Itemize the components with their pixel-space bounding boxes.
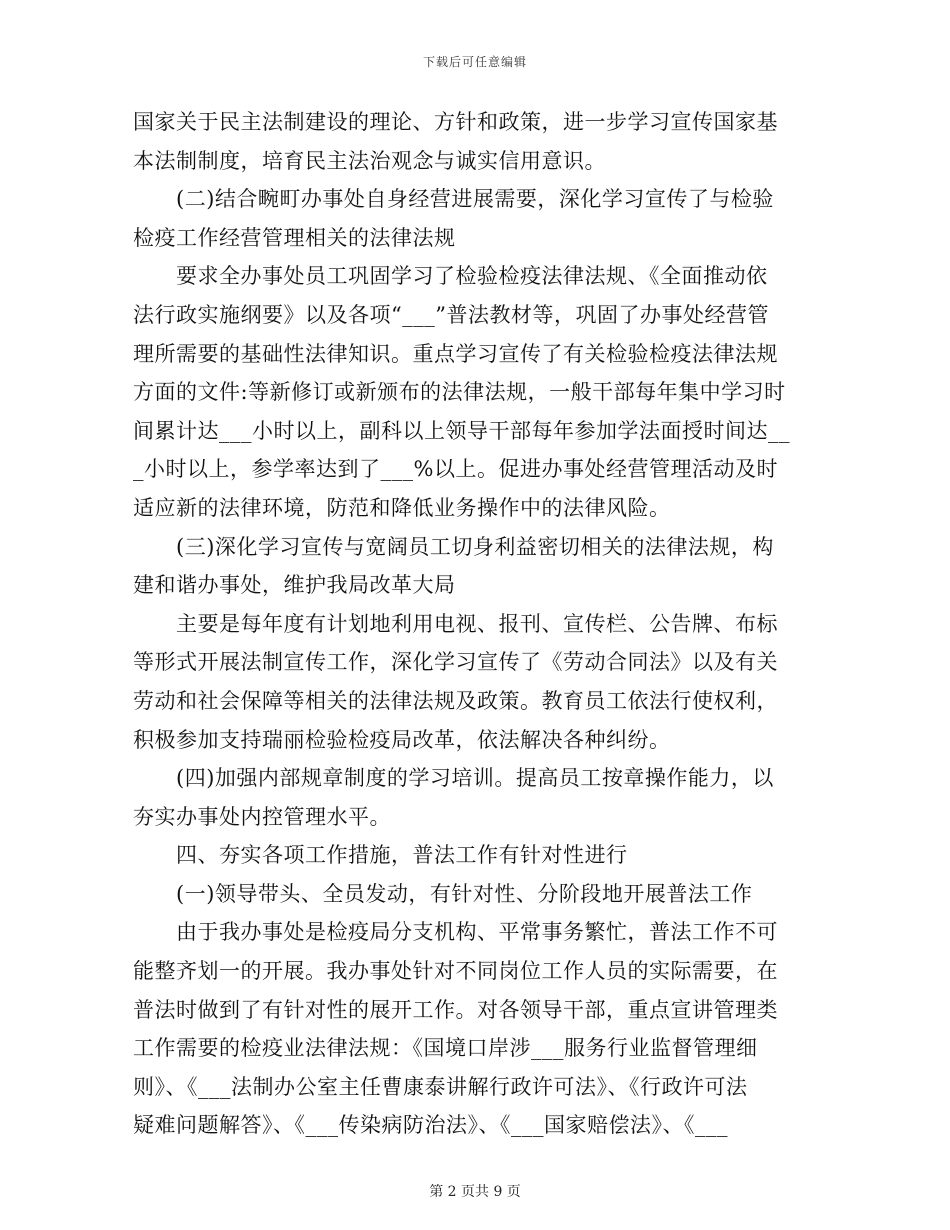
- text-line: 检疫工作经营管理相关的法律法规: [133, 225, 456, 250]
- text-line: 要求全办事处员工巩固学习了检验检疫法律法规、《全面推动依: [133, 264, 768, 289]
- text-line: (三)深化学习宣传与宽阔员工切身利益密切相关的法律法规，构: [133, 534, 774, 559]
- text-line: (四)加强内部规章制度的学习培训。提高员工按章操作能力，以: [133, 766, 774, 791]
- text-line: 主要是每年度有计划地利用电视、报刊、宣传栏、公告牌、布标: [133, 611, 778, 636]
- text-line: _小时以上，参学率达到了___%以上。促进办事处经营管理活动及时: [133, 457, 778, 482]
- text-line: 国家关于民主法制建设的理论、方针和政策，进一步学习宣传国家基: [133, 110, 778, 134]
- page-number-footer: 第 2 页共 9 页: [429, 1184, 521, 1200]
- text-line: 劳动和社会保障等相关的法律法规及政策。教育员工依法行使权利，: [133, 688, 778, 713]
- text-line: 疑难问题解答》、《___传染病防治法》、《___国家赔偿法》、《___: [133, 1113, 728, 1138]
- page-header-note: 下载后可任意编辑: [422, 55, 527, 69]
- text-line: 本法制制度，培育民主法治观念与诚实信用意识。: [133, 148, 606, 173]
- text-line: 夯实办事处内控管理水平。: [133, 804, 391, 829]
- text-line: 则》、《___法制办公室主任曹康泰讲解行政许可法》、《行政许可法: [133, 1074, 748, 1099]
- text-line: 四、夯实各项工作措施，普法工作有针对性进行: [133, 843, 628, 868]
- text-line: 等形式开展法制宣传工作，深化学习宣传了《劳动合同法》以及有关: [133, 650, 778, 675]
- text-line: 积极参加支持瑞丽检验检疫局改革，依法解决各种纠纷。: [133, 727, 671, 752]
- text-line: 适应新的法律环境，防范和降低业务操作中的法律风险。: [133, 495, 671, 520]
- text-line: 法行政实施纲要》以及各项“___”普法教材等，巩固了办事处经营管: [133, 302, 769, 327]
- text-line: 工作需要的检疫业法律法规：《国境口岸涉___服务行业监督管理细: [133, 1036, 758, 1061]
- text-line: 由于我办事处是检疫局分支机构、平常事务繁忙，普法工作不可: [133, 920, 778, 945]
- text-line: (一)领导带头、全员发动，有针对性、分阶段地开展普法工作: [133, 881, 753, 906]
- text-line: 建和谐办事处，维护我局改革大局: [133, 573, 456, 598]
- text-line: 方面的文件:等新修订或新颁布的法律法规，一般干部每年集中学习时: [133, 380, 786, 405]
- text-line: 间累计达___小时以上，副科以上领导干部每年参加学法面授时间达__: [133, 418, 790, 443]
- text-line: (二)结合畹町办事处自身经营进展需要，深化学习宣传了与检验: [133, 187, 774, 212]
- text-line: 普法时做到了有针对性的展开工作。对各领导干部，重点宣讲管理类: [133, 997, 778, 1022]
- document-body: [133, 103, 813, 1145]
- text-line: 能整齐划一的开展。我办事处针对不同岗位工作人员的实际需要，在: [133, 959, 778, 984]
- text-line: 理所需要的基础性法律知识。重点学习宣传了有关检验检疫法律法规: [133, 341, 778, 366]
